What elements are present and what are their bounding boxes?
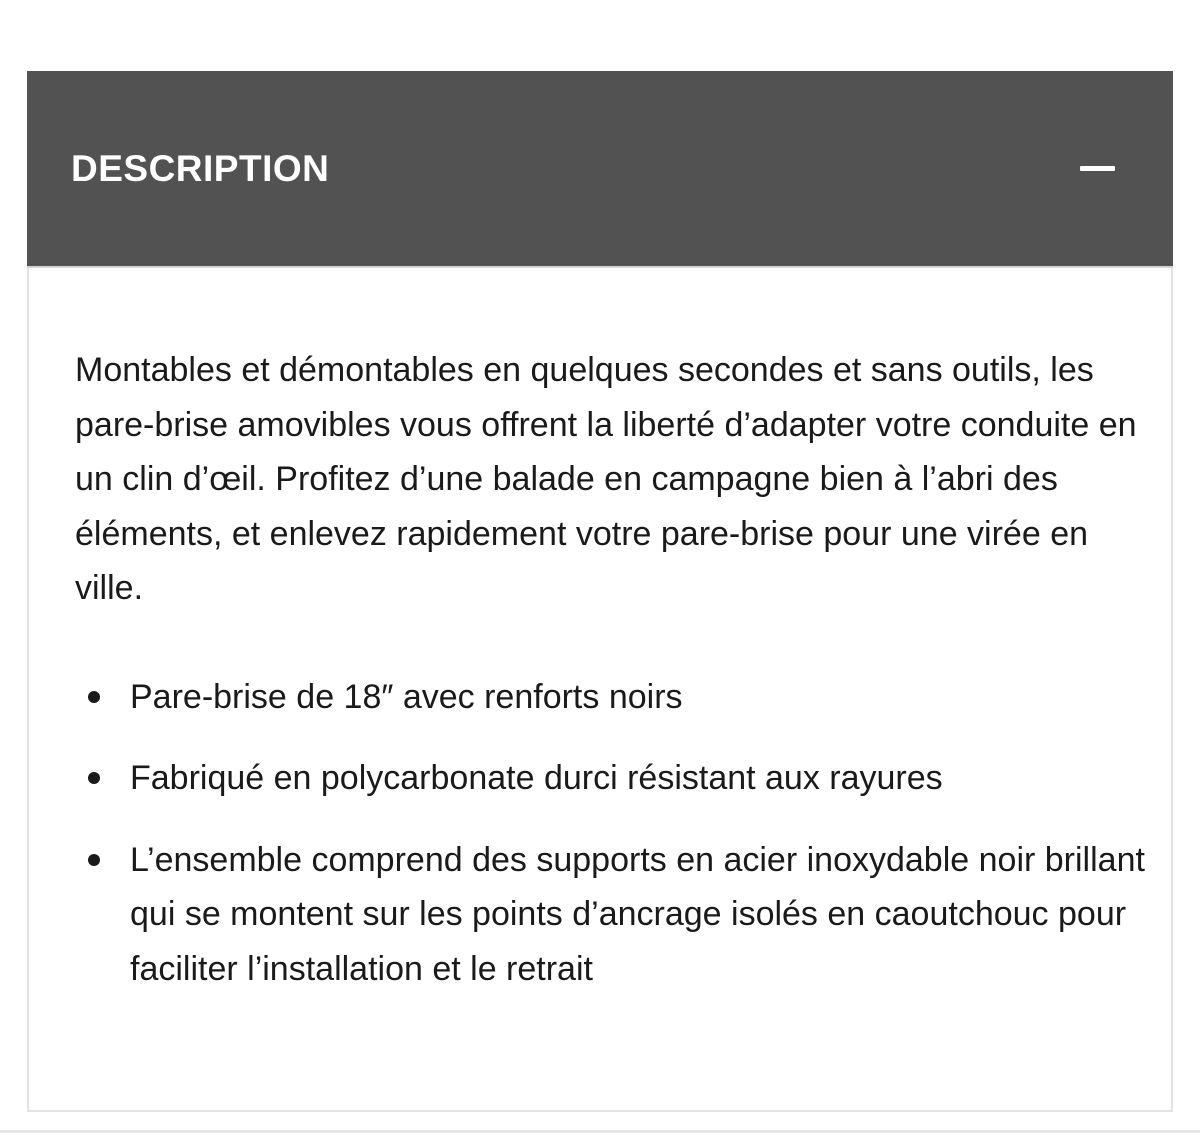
minus-icon[interactable]: [1080, 166, 1115, 171]
list-item: Pare-brise de 18″ avec renforts noirs: [75, 670, 1145, 725]
list-item: L’ensemble comprend des supports en acier inoxydable noir brillant qui se montent sur les points d’ancrage isolés en caoutchouc pour faciliter l’installation et le retrait: [75, 833, 1145, 997]
accordion-header[interactable]: [27, 71, 1173, 268]
feature-list: [75, 670, 1145, 997]
list-item: Fabriqué en polycarbonate durci résistant aux rayures: [75, 751, 1145, 806]
accordion-body: [75, 343, 1145, 1023]
accordion-title: DESCRIPTION: [71, 147, 330, 189]
description-accordion: [27, 71, 1173, 1112]
description-paragraph: Montables et démontables en quelques secondes et sans outils, les pare-brise amovibles vous offrent la liberté d’adapter votre conduite en un clin d’œil. Profitez d’une balade en campagne bien à l’abri des éléments, et enlevez rapidement votre pare-brise pour une virée en ville.: [75, 351, 1137, 607]
